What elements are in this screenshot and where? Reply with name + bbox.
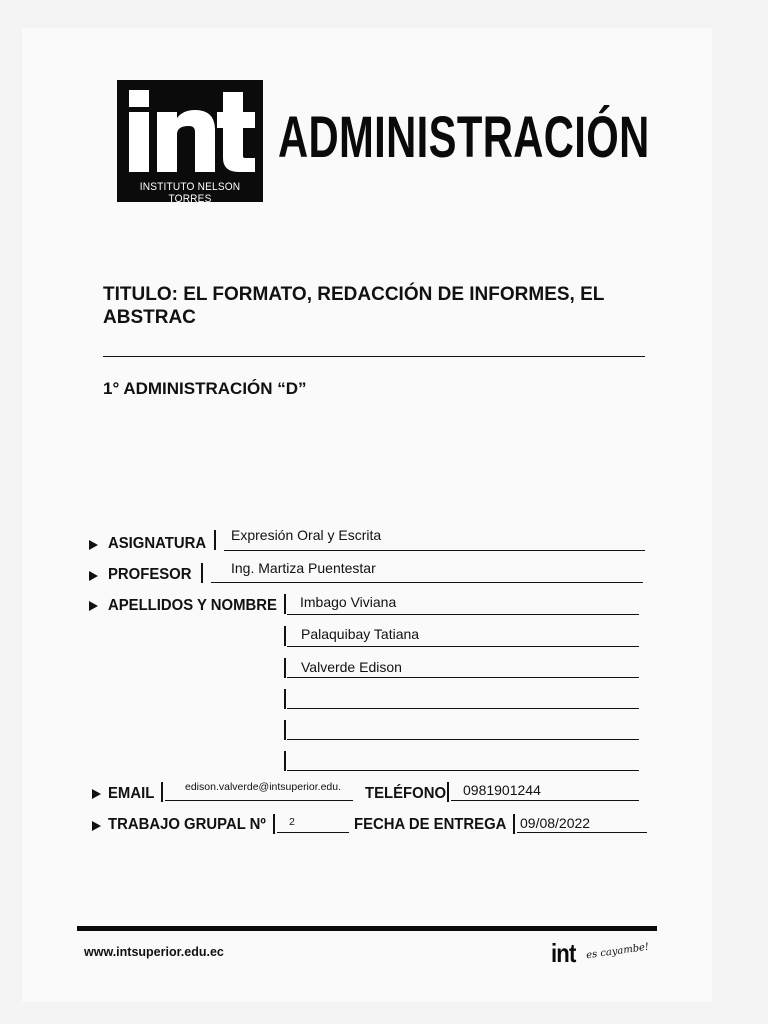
logo-subtitle: INSTITUTO NELSON TORRES [139, 181, 241, 205]
trabajo-underline [277, 832, 349, 833]
email-value[interactable]: edison.valverde@intsuperior.edu. [185, 781, 342, 793]
telefono-value[interactable]: 0981901244 [463, 782, 541, 798]
field-bar [513, 814, 515, 834]
field-bar [161, 782, 163, 802]
bullet-arrow-icon [89, 601, 98, 611]
name-underline-empty[interactable] [287, 770, 639, 771]
name-value-1[interactable]: Imbago Viviana [300, 594, 397, 610]
bullet-arrow-icon [92, 821, 101, 831]
field-bar [284, 689, 286, 709]
email-label: EMAIL [108, 785, 155, 802]
asignatura-label: ASIGNATURA [108, 535, 207, 552]
name-underline-empty[interactable] [287, 708, 639, 709]
field-bar [447, 782, 449, 802]
footer-divider [77, 926, 657, 931]
fecha-underline [517, 832, 647, 833]
field-bar [273, 814, 275, 834]
bullet-arrow-icon [89, 540, 98, 550]
field-bar [201, 563, 203, 583]
trabajo-value[interactable]: 2 [289, 816, 295, 828]
int-logo-icon [117, 80, 263, 180]
institute-logo [117, 80, 263, 205]
bullet-arrow-icon [89, 571, 98, 581]
fecha-value[interactable]: 09/08/2022 [520, 815, 591, 831]
field-bar [284, 658, 286, 678]
footer-logo-text: int [551, 938, 576, 968]
asignatura-underline [224, 550, 645, 551]
footer-tagline: es cayambe! [585, 941, 650, 962]
profesor-label: PROFESOR [108, 566, 192, 583]
telefono-label: TELÉFONO [365, 785, 447, 802]
field-bar [284, 751, 286, 771]
bullet-arrow-icon [92, 789, 101, 799]
field-bar [284, 594, 286, 614]
course-group: 1° ADMINISTRACIÓN “D” [103, 379, 307, 398]
profesor-value[interactable]: Ing. Martiza Puentestar [231, 560, 376, 576]
asignatura-value[interactable]: Expresión Oral y Escrita [231, 527, 382, 543]
field-bar [284, 626, 286, 646]
name-underline [287, 677, 639, 678]
header-title: ADMINISTRACIÓN [278, 105, 650, 170]
footer-url[interactable]: www.intsuperior.edu.ec [84, 945, 224, 959]
name-underline [287, 646, 639, 647]
document-title: TITULO: EL FORMATO, REDACCIÓN DE INFORMES, EL ABSTRAC [103, 284, 605, 328]
fecha-label: FECHA DE ENTREGA [354, 816, 507, 833]
name-value-3[interactable]: Valverde Edison [301, 659, 402, 675]
profesor-underline [211, 582, 643, 583]
field-bar [214, 530, 216, 550]
name-value-2[interactable]: Palaquibay Tatiana [301, 626, 420, 642]
trabajo-label: TRABAJO GRUPAL Nº [108, 816, 266, 833]
email-underline [165, 800, 353, 801]
apellidos-label: APELLIDOS Y NOMBRE [108, 597, 277, 614]
field-bar [284, 720, 286, 740]
name-underline-empty[interactable] [287, 739, 639, 740]
title-divider [103, 356, 645, 357]
telefono-underline [451, 800, 639, 801]
name-underline [287, 614, 639, 615]
